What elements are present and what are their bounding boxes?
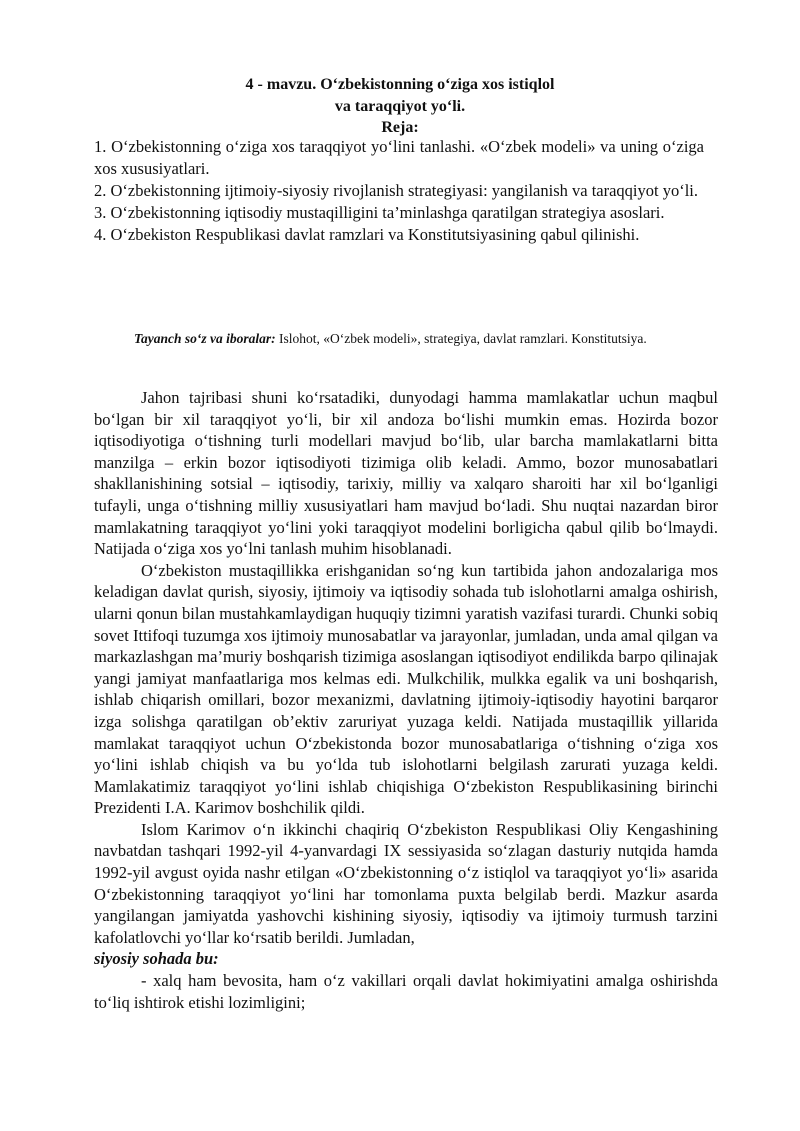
plan-list [94, 136, 704, 246]
body-paragraph-1: Jahon tajribasi shuni ko‘rsatadiki, dunyodagi hamma mamlakatlar uchun maqbul bo‘lgan bir xil taraqqiyot yo‘li, bir xil andoza bo‘lishi mumkin emas. Hozirda bozor iqtisodiyotiga o‘tishning turli modellari mavjud bo‘lib, ular barcha mamlakatlarni bitta manzilga – erkin bozor iqtisodiyoti tizimiga olib keladi. Ammo, bozor munosabatlari shakllanishining sotsial – iqtisodiy, tarixiy, milliy va xalqaro sharoiti har xil bo‘lganligi tufayli, unga o‘tishning milliy xususiyatlari ham mavjud bo‘ladi. Shu nuqtai nazardan biror mamlakatning taraqqiyot yo‘lini yoki taraqqiyot modelini borligicha qabul qilib bo‘lmaydi. Natijada o‘ziga xos yo‘lni tanlash muhim hisoblanadi. [94, 388, 718, 559]
plan-heading: Reja: [381, 119, 419, 136]
bullet-item: - xalq ham bevosita, ham o‘z vakillari orqali davlat hokimiyatini amalga oshirishda to‘liq ishtirok etishi lozimligini; [94, 971, 718, 1012]
plan-item-3: 3. O‘zbekistonning iqtisodiy mustaqilligini ta’minlashga qaratilgan strategiya asoslari. [94, 203, 665, 222]
body-paragraph-2: O‘zbekiston mustaqillikka erishganidan so‘ng kun tartibida jahon andozalariga mos keladigan davlat qurish, siyosiy, ijtimoiy va iqtisodiy sohada tub islohotlarni amalga oshirish, ularni qonun bilan mustahkamlaydigan huquqiy tizimni yaratish vazifasi turardi. Chunki sobiq sovet Ittifoqi tuzumga xos ijtimoiy munosabatlar va jarayonlar, jumladan, unda amal qilgan va markazlashgan ma’muriy boshqarish tizimiga asoslangan iqtisodiyot endilikda barpo qilinajak yangi jamiyat manfaatlariga mos kelmas edi. Mulkchilik, mulkka egalik va uni boshqarish, ishlab chiqarish omillari, bozor mexanizmi, davlatning ijtimoiy-iqtisodiy hayotini barqaror izga solishga qaratilgan ob’ektiv zaruriyat yuzaga keldi. Natijada mustaqillik yillarida mamlakat taraqqiyot uchun O‘zbekistonda bozor munosabatlariga o‘tishning o‘ziga xos yo‘lini ishlab chiqish va bu yo‘lda tub islohotlarni belgilash zarurati yuzaga keldi. Mamlakatimiz taraqqiyot yo‘lini ishlab chiqishiga O‘zbekiston Respublikasining birinchi Prezidenti I.A. Karimov boshchilik qildi. [94, 560, 718, 818]
main-text [94, 387, 718, 1013]
body-paragraph-3: Islom Karimov o‘n ikkinchi chaqiriq O‘zbekiston Respublikasi Oliy Kengashining navbatdan tashqari 1992-yil 4-yanvardagi IX sessiyasida so‘zlagan dasturiy nutqida hamda 1992-yil avgust oyida nashr etilgan «O‘zbekistonning o‘z istiqlol va taraqqiyot yo‘li» asarida O‘zbekistonning taraqqiyot yo‘lini har tomonlama puxta belgilab berdi. Mazkur asarda yangilangan jamiyatda yashovchi kishining siyosiy, iqtisodiy va ijtimoiy turmush tarzini kafolatlovchi yo‘llar ko‘rsatib berildi. Jumladan, [94, 819, 718, 947]
topic-title-line-2: va taraqqiyot yo‘li. [334, 98, 466, 115]
topic-title-line-1: 4 - mavzu. O‘zbekistonning o‘ziga xos istiqlol [245, 76, 555, 93]
section-subheading: siyosiy sohada bu: [94, 949, 219, 969]
plan-item-1: 1. O‘zbekistonning o‘ziga xos taraqqiyot yo‘lini tanlashi. «O‘zbek modeli» va uning o‘ziga xos xususiyatlari. [94, 137, 704, 178]
plan-item-2: 2. O‘zbekistonning ijtimoiy-siyosiy rivojlanish strategiyasi: yangilanish va taraqqiyot yo‘li. [94, 181, 698, 200]
plan-item-4: 4. O‘zbekiston Respublikasi davlat ramzlari va Konstitutsiyasining qabul qilinishi. [94, 225, 640, 244]
keywords-label: Tayanch so‘z va iboralar: [134, 331, 276, 346]
keywords-text: Islohot, «O‘zbek modeli», strategiya, davlat ramzlari. Konstitutsiya. [275, 331, 647, 346]
keywords-paragraph [94, 329, 718, 349]
